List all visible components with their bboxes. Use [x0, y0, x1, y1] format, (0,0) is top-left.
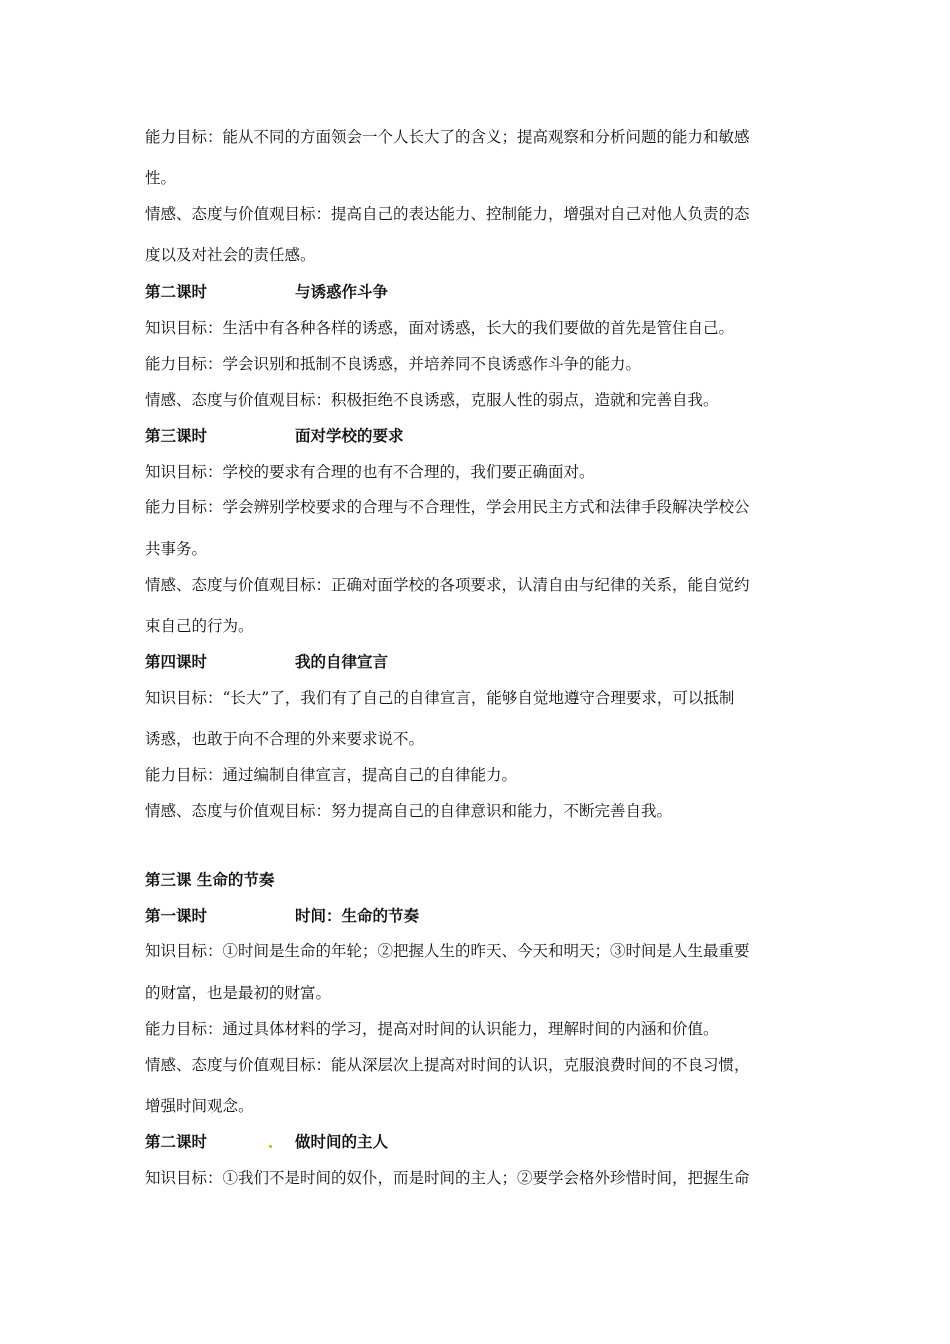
lesson-heading [145, 282, 815, 302]
paragraph-line: 情感、态度与价值观目标：正确对面学校的各项要求，认清自由与纪律的关系，能自觉约 [145, 576, 750, 594]
lesson-title: 时间：生命的节奏 [295, 906, 420, 925]
paragraph-line: 性。 [145, 169, 177, 187]
lesson-number: 第二课时 [145, 1132, 208, 1151]
lesson-number: 第四课时 [145, 652, 208, 671]
lesson-heading [145, 426, 815, 446]
paragraph-line: 增强时间观念。 [145, 1097, 254, 1115]
paragraph-line: 能力目标：学会识别和抵制不良诱惑，并培养同不良诱惑作斗争的能力。 [145, 355, 642, 373]
lesson-title: 与诱惑作斗争 [295, 282, 389, 301]
paragraph-line: 知识目标：生活中有各种各样的诱惑，面对诱惑，长大的我们要做的首先是管住自己。 [145, 319, 735, 337]
section-title: 第三课 生命的节奏 [145, 870, 275, 889]
paragraph-line: 共事务。 [145, 540, 208, 558]
paragraph-line: 能力目标：通过具体材料的学习，提高对时间的认识能力，理解时间的内涵和价值。 [145, 1020, 719, 1038]
lesson-heading [145, 906, 815, 926]
paragraph-line: 度以及对社会的责任感。 [145, 246, 316, 264]
paragraph-line: 情感、态度与价值观目标：提高自己的表达能力、控制能力，增强对自己对他人负责的态 [145, 205, 750, 223]
lesson-title: 做时间的主人 [295, 1132, 389, 1151]
paragraph-line: 能力目标：通过编制自律宣言，提高自己的自律能力。 [145, 766, 518, 784]
paragraph-line: 束自己的行为。 [145, 617, 254, 635]
paragraph-line: 情感、态度与价值观目标：能从深层次上提高对时间的认识，克服浪费时间的不良习惯， [145, 1056, 750, 1074]
lesson-number: 第一课时 [145, 906, 208, 925]
paragraph-line: 情感、态度与价值观目标：努力提高自己的自律意识和能力，不断完善自我。 [145, 802, 673, 820]
paragraph-line: 知识目标：①时间是生命的年轮；②把握人生的昨天、今天和明天；③时间是人生最重要 [145, 942, 750, 960]
paragraph-line: 知识目标：“长大”了，我们有了自己的自律宣言，能够自觉地遵守合理要求，可以抵制 [145, 689, 735, 707]
paragraph-line: 能力目标：学会辨别学校要求的合理与不合理性，学会用民主方式和法律手段解决学校公 [145, 498, 750, 516]
lesson-number: 第三课时 [145, 426, 208, 445]
paragraph-line: 的财富，也是最初的财富。 [145, 984, 332, 1002]
paragraph-line: 诱惑，也敢于向不合理的外来要求说不。 [145, 730, 425, 748]
lesson-heading [145, 1132, 815, 1152]
lesson-title: 面对学校的要求 [295, 426, 404, 445]
stray-mark [269, 1145, 272, 1148]
lesson-number: 第二课时 [145, 282, 208, 301]
lesson-heading [145, 652, 815, 672]
paragraph-line: 知识目标：①我们不是时间的奴仆，而是时间的主人；②要学会格外珍惜时间，把握生命 [145, 1169, 750, 1187]
paragraph-line: 知识目标：学校的要求有合理的也有不合理的，我们要正确面对。 [145, 463, 595, 481]
paragraph-line: 情感、态度与价值观目标：积极拒绝不良诱惑，克服人性的弱点，造就和完善自我。 [145, 391, 719, 409]
lesson-title: 我的自律宣言 [295, 652, 389, 671]
paragraph-line: 能力目标：能从不同的方面领会一个人长大了的含义；提高观察和分析问题的能力和敏感 [145, 128, 750, 146]
